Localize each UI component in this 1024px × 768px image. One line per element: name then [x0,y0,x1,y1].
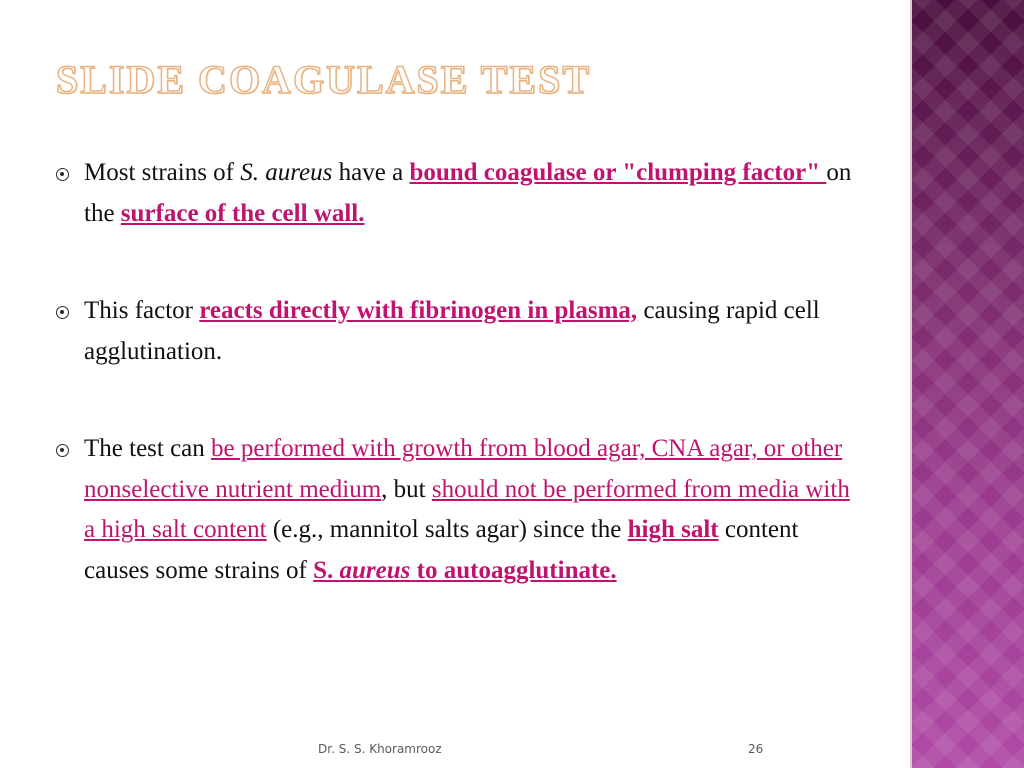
text-run: , but [381,475,432,503]
highlight-run: be performed with growth from blood agar, CNA agar, or other nonselective nutrient medium [84,435,843,503]
text-run: causing rapid cell agglutination. [84,297,820,365]
bullet-item [56,153,856,234]
text-run: The test can [84,435,212,462]
decorative-side-panel [912,0,1024,768]
highlight-run: bound coagulase or "clumping factor" [409,159,827,186]
circle-bullet-icon [56,444,69,457]
highlight-run: surface of the cell wall. [120,199,365,227]
highlight-run: to autoagglutinate. [410,556,617,584]
text-run: This factor [84,297,200,324]
highlight-run: aureus [339,556,411,584]
highlight-run: high salt [627,516,719,543]
text-run: have a [332,159,410,186]
highlight-run: reacts directly with fibrinogen in plasma, [199,297,638,324]
highlight-run: should not be performed from media with a high salt content [84,475,850,543]
highlight-run: S. [313,556,340,584]
circle-bullet-icon [56,168,69,181]
text-run: content causes some strains of [84,516,799,584]
text-run: (e.g., mannitol salts agar) since the [266,516,628,543]
circle-bullet-icon [56,306,69,319]
text-run: S. aureus [240,159,333,186]
footer-author: Dr. S. S. Khoramrooz [318,742,442,756]
bullet-text [84,435,850,584]
bullet-text [84,297,820,365]
bullet-item [56,291,856,372]
bullet-list [56,153,856,591]
slide-title: SLIDE COAGULASE TEST [56,57,591,102]
text-run: Most strains of [84,159,241,186]
text-run: on the [84,159,852,227]
bullet-text [84,159,851,227]
footer-page-number: 26 [748,742,764,756]
bullet-item [56,429,856,591]
